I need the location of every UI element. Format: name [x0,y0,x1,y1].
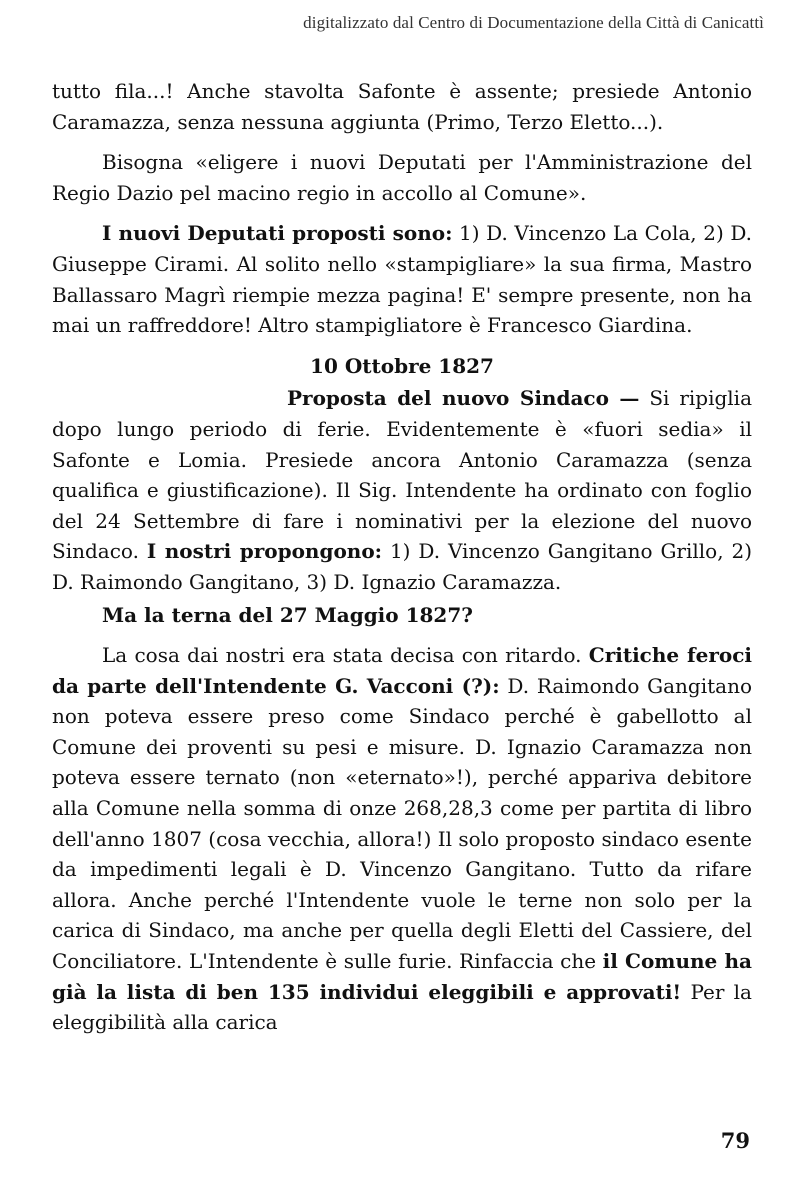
paragraph-4-bold-title: Proposta del nuovo Sindaco — [287,386,640,411]
paragraph-2: Bisogna «eligere i nuovi Deputati per l'Amministrazione del Regio Dazio pel macino regio in accollo al Comune». [52,150,752,205]
paragraph-1: tutto fila...! Anche stavolta Safonte è assente; presiede Antonio Caramazza, senza nessuna aggiunta (Primo, Terzo Eletto...). [52,79,752,134]
page-body [52,76,752,1048]
paragraph-4-text-2: 1) D. Vincenzo Gangitano Grillo, 2) D. Raimondo Gangitano, 3) D. Ignazio Caramazza. [52,539,753,594]
digitization-watermark: digitalizzato dal Centro di Documentazione della Città di Canicattì [303,13,764,32]
paragraph-3-bold: I nuovi Deputati proposti sono: [102,221,453,246]
section-date-text: 10 Ottobre 1827 [310,353,494,378]
paragraph-3 [52,218,752,340]
paragraph-4-bold-2: I nostri propongono: [146,539,383,564]
paragraph-6-text-a: La cosa dai nostri era stata decisa con ritardo. [102,643,589,668]
paragraph-6 [52,640,752,1038]
paragraph-6-text-b: D. Raimondo Gangitano non poteva essere preso come Sindaco perché è gabellotto al Comune dei proventi su pesi e misure. D. Ignazio Caramazza non poteva essere ternato (non «eternato»!), perché appariva debitore alla Comune nella somma di onze 268,28,3 come per partita di libro dell'anno 1807 (cosa vecchia, allora!) Il solo proposto sindaco esente da impedimenti legali è D. Vincenzo Gangitano. Tutto da rifare allora. Anche perché l'Intendente vuole le terne non solo per la carica di Sindaco, ma anche per quella degli Eletti del Cassiere, del Conciliatore. L'Intendente è sulle furie. Rinfaccia che [52,673,753,974]
paragraph-4 [52,383,752,597]
paragraph-4-text-1: Si ripiglia dopo lungo periodo di ferie. Evidentemente è «fuori sedia» il Safonte e Lomia. Presiede ancora Antonio Caramazza (senza qualifica e giustificazione). Il Sig. Intendente ha ordinato con foglio del 24 Settembre di fare i nominativi per la elezione del nuovo Sindaco. [52,386,752,564]
paragraph-6-bold-1: Critiche feroci da parte dell'Intendente G. Vacconi (?): [52,643,752,698]
paragraph-6-text-c: Per la eleggibilità alla carica [52,979,752,1035]
paragraph-5-bold: Ma la terna del 27 Maggio 1827? [102,602,473,627]
paragraph-3-text: 1) D. Vincenzo La Cola, 2) D. Giuseppe Cirami. Al solito nello «stampigliare» la sua firma, Mastro Ballassaro Magrì riempie mezza pagina! E' sempre presente, non ha mai un raffreddore! Altro stampigliatore è Francesco Giardina. [52,221,752,338]
paragraph-6-bold-2: il Comune ha già la lista di ben 135 individui eleggibili e approvati! [52,949,752,1004]
section-date-heading [52,351,752,382]
paragraph-5 [52,600,752,631]
page-number: 79 [720,1128,750,1153]
